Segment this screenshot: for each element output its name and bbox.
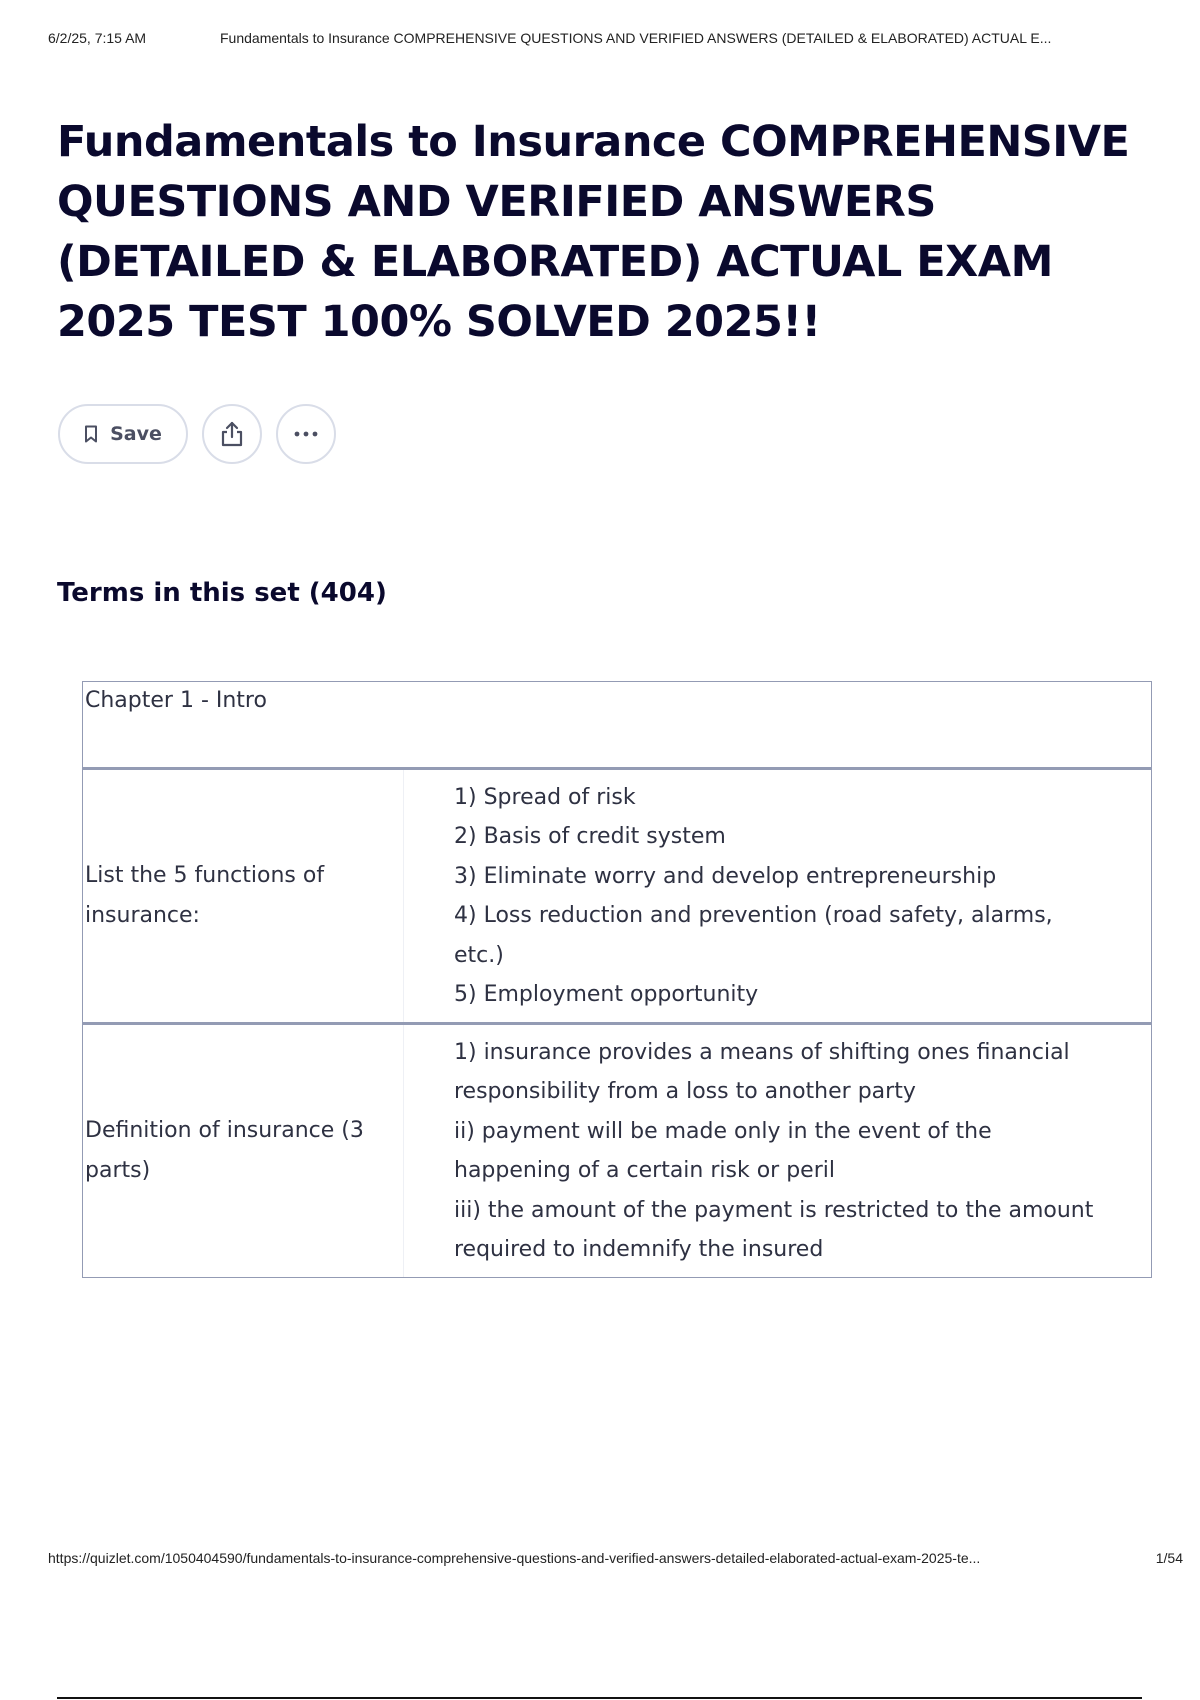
bookmark-icon — [84, 425, 98, 443]
more-icon — [293, 431, 319, 437]
definition-cell — [403, 770, 1151, 1022]
share-button[interactable] — [202, 404, 262, 464]
divider — [57, 1697, 1142, 1699]
definition-line: 1) insurance provides a means of shifting ones financial responsibility from a loss to another party — [454, 1039, 1070, 1104]
table-row — [83, 770, 1151, 1025]
chapter-row — [83, 682, 1151, 770]
save-button-label: Save — [110, 423, 162, 445]
print-url: https://quizlet.com/1050404590/fundamentals-to-insurance-comprehensive-questions-and-verified-answers-detailed-elaborated-actual-exam-2025-te... — [48, 1550, 981, 1566]
term-cell — [83, 1025, 403, 1277]
save-button[interactable] — [58, 404, 188, 464]
terms-table — [82, 681, 1152, 1278]
definition-line: 5) Employment opportunity — [454, 982, 759, 1007]
chapter-label: Chapter 1 - Intro — [85, 688, 267, 713]
definition-line: 2) Basis of credit system — [454, 824, 726, 849]
term-text: Definition of insurance (3 parts) — [85, 1118, 364, 1183]
print-doc-title: Fundamentals to Insurance COMPREHENSIVE QUESTIONS AND VERIFIED ANSWERS (DETAILED & ELABORATED) ACTUAL E... — [220, 30, 1052, 46]
term-cell — [83, 770, 403, 1022]
action-bar — [58, 404, 336, 464]
share-icon — [219, 420, 245, 448]
definition-line: ii) payment will be made only in the event of the happening of a certain risk or peril — [454, 1118, 992, 1183]
table-row — [83, 1025, 1151, 1277]
more-options-button[interactable] — [276, 404, 336, 464]
page-number: 1/54 — [1155, 1550, 1183, 1566]
definition-line: iii) the amount of the payment is restricted to the amount required to indemnify the insured — [454, 1197, 1094, 1262]
definition-cell — [403, 1025, 1151, 1277]
page-title: Fundamentals to Insurance COMPREHENSIVE QUESTIONS AND VERIFIED ANSWERS (DETAILED & ELABORATED) ACTUAL EXAM 2025 TEST 100% SOLVED 2025!! — [57, 117, 1130, 347]
term-text: List the 5 functions of insurance: — [85, 863, 325, 928]
definition-line: 4) Loss reduction and prevention (road safety, alarms, etc.) — [454, 903, 1053, 968]
terms-count-heading: Terms in this set (404) — [57, 578, 387, 608]
print-datetime: 6/2/25, 7:15 AM — [48, 30, 147, 46]
definition-line: 3) Eliminate worry and develop entrepreneurship — [454, 863, 997, 889]
definition-line: 1) Spread of risk — [454, 784, 636, 810]
